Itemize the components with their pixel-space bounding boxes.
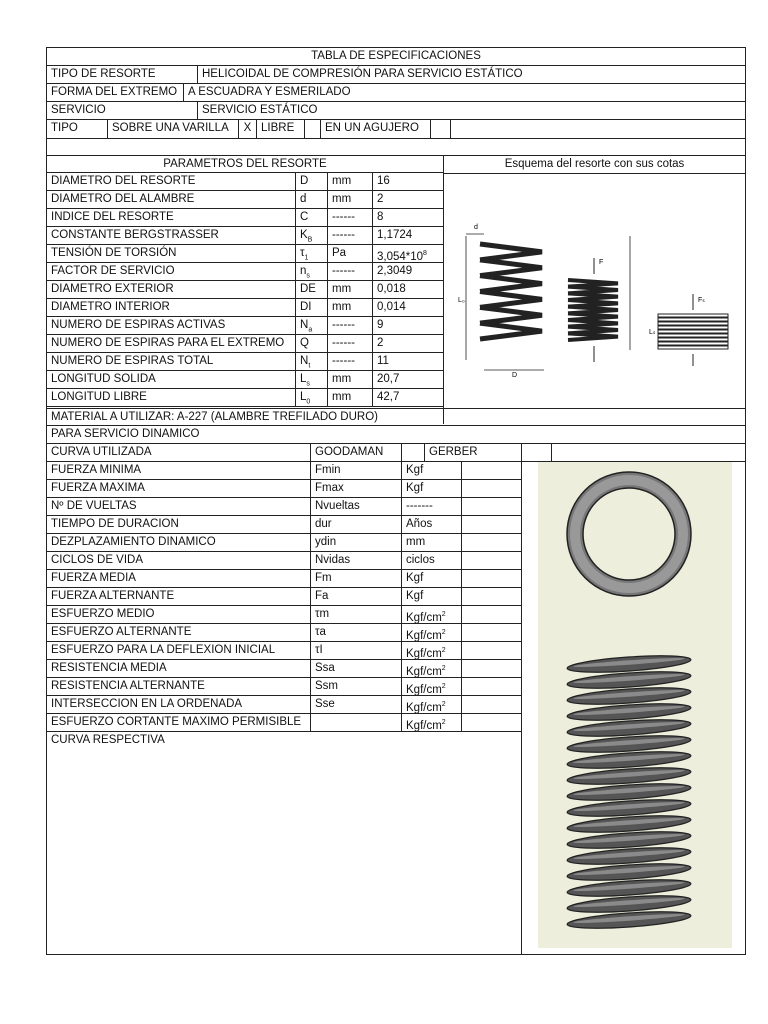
param-unit: mm xyxy=(328,299,373,316)
param-symbol: D xyxy=(296,173,328,190)
dyn-unit: Kgf xyxy=(402,462,462,479)
dyn-name: ESFUERZO ALTERNANTE xyxy=(47,624,311,641)
param-symbol-sub: B xyxy=(307,236,313,244)
tipo-row xyxy=(47,66,745,84)
dyn-row xyxy=(47,498,521,516)
param-unit: ------ xyxy=(328,209,373,226)
curva-respectiva-row xyxy=(47,732,521,750)
param-symbol-sub: 0 xyxy=(306,398,311,406)
param-name: DIAMETRO EXTERIOR xyxy=(47,281,296,298)
param-unit: ------ xyxy=(328,317,373,334)
param-symbol: DE xyxy=(296,281,328,298)
label-Ls: Lₛ xyxy=(649,329,656,336)
dyn-unit-sup: 2 xyxy=(441,611,446,618)
param-unit: mm xyxy=(328,389,373,406)
param-symbol: $L_s$ xyxy=(296,371,328,388)
dinamico-row xyxy=(47,426,745,444)
spring-image-panel xyxy=(522,462,745,954)
dyn-value xyxy=(462,480,521,497)
page-title: TABLA DE ESPECIFICACIONES xyxy=(311,50,481,62)
dyn-value xyxy=(462,624,521,641)
param-row xyxy=(47,191,443,209)
side-view-coils xyxy=(567,653,692,932)
param-unit: Pa xyxy=(328,245,373,262)
dyn-unit: Kgf xyxy=(402,480,462,497)
dynamic-table xyxy=(47,462,522,954)
dyn-name: ESFUERZO PARA LA DEFLEXION INICIAL xyxy=(47,642,311,659)
param-row xyxy=(47,173,443,191)
param-row xyxy=(47,299,443,317)
param-name: INDICE DEL RESORTE xyxy=(47,209,296,226)
curva-label: CURVA UTILIZADA xyxy=(47,444,311,461)
dyn-unit: Kgf/$cm^2$ xyxy=(402,660,462,677)
dyn-unit-sup: 2 xyxy=(441,701,446,708)
dyn-row xyxy=(47,678,521,696)
param-unit: mm xyxy=(328,173,373,190)
param-value: 1,1724 xyxy=(377,229,413,241)
dyn-symbol: Fm xyxy=(311,570,402,587)
casilla-gerber xyxy=(522,444,552,461)
dyn-value xyxy=(462,498,521,515)
param-name: FACTOR DE SERVICIO xyxy=(47,263,296,280)
param-value: 11 xyxy=(377,355,389,367)
dyn-unit: ------- xyxy=(402,498,462,515)
coil-stroke xyxy=(480,244,542,260)
tipo-label: TIPO DE RESORTE xyxy=(47,66,198,83)
spring-photo xyxy=(522,462,745,954)
dyn-symbol: Fmin xyxy=(311,462,402,479)
label-Fs: Fₛ xyxy=(698,297,705,304)
dyn-value xyxy=(462,552,521,569)
dyn-row xyxy=(47,516,521,534)
param-value: 16 xyxy=(377,175,390,187)
param-symbol: C xyxy=(296,209,328,226)
spring-dimension-diagram xyxy=(444,174,748,424)
param-row xyxy=(47,227,443,245)
dyn-row xyxy=(47,696,521,714)
param-symbol: d xyxy=(296,191,328,208)
dyn-value xyxy=(462,606,521,623)
material-row xyxy=(47,408,745,426)
forma-row xyxy=(47,84,745,102)
coil-stroke xyxy=(480,276,542,292)
dyn-symbol: ydin xyxy=(311,534,402,551)
param-unit: ------ xyxy=(328,227,373,244)
dyn-row xyxy=(47,552,521,570)
label-D: D xyxy=(512,372,518,379)
param-symbol: $N_t$ xyxy=(296,353,328,370)
param-value: 9 xyxy=(377,319,384,331)
param-unit: ------ xyxy=(328,335,373,352)
param-row xyxy=(47,353,443,371)
solid-coil xyxy=(658,346,728,349)
dyn-name: FUERZA MEDIA xyxy=(47,570,311,587)
param-symbol: $N_a$ xyxy=(296,317,328,334)
dyn-row xyxy=(47,480,521,498)
param-row xyxy=(47,389,443,407)
param-row xyxy=(47,335,443,353)
param-value: 2 xyxy=(377,193,384,205)
param-row xyxy=(47,317,443,335)
dyn-row xyxy=(47,642,521,660)
title-row xyxy=(47,48,745,66)
param-unit: mm xyxy=(328,281,373,298)
dyn-symbol: Fmax xyxy=(311,480,402,497)
dyn-symbol xyxy=(311,714,402,731)
param-name: CONSTANTE BERGSTRASSER xyxy=(47,227,296,244)
dyn-row xyxy=(47,714,521,732)
param-row xyxy=(47,371,443,389)
curva-respectiva-label: CURVA RESPECTIVA xyxy=(51,734,165,746)
param-symbol: $\tau_1$ xyxy=(296,245,328,262)
dyn-name: FUERZA ALTERNANTE xyxy=(47,588,311,605)
dyn-unit: ciclos xyxy=(402,552,462,569)
dyn-name: ESFUERZO MEDIO xyxy=(47,606,311,623)
param-value: 2,3049 xyxy=(377,265,413,277)
tipo-value: HELICOIDAL DE COMPRESIÓN PARA SERVICIO ESTÁTICO xyxy=(202,68,523,80)
dyn-value xyxy=(462,516,521,533)
dyn-unit: Kgf/$cm^2$ xyxy=(402,696,462,713)
dyn-name: Nº DE VUELTAS xyxy=(47,498,311,515)
dyn-name: TIEMPO DE DURACION xyxy=(47,516,311,533)
param-name: LONGITUD LIBRE xyxy=(47,389,296,406)
dyn-value xyxy=(462,660,521,677)
param-value: 42,7 xyxy=(377,391,400,403)
param-unit: mm xyxy=(328,191,373,208)
dyn-unit: Kgf xyxy=(402,588,462,605)
dyn-value xyxy=(462,678,521,695)
param-symbol: $n_s$ xyxy=(296,263,328,280)
dyn-name: DEZPLAZAMIENTO DINAMICO xyxy=(47,534,311,551)
param-symbol: DI xyxy=(296,299,328,316)
param-value-sup: 8 xyxy=(423,250,427,257)
tipo-montaje-label: TIPO xyxy=(47,120,108,138)
dyn-name: INTERSECCION EN LA ORDENADA xyxy=(47,696,311,713)
dyn-row xyxy=(47,570,521,588)
dyn-unit-sup: 2 xyxy=(441,647,446,654)
loaded-spring xyxy=(568,280,618,340)
solid-coil xyxy=(658,322,728,325)
solid-coil xyxy=(658,330,728,333)
param-name: DIAMETRO DEL RESORTE xyxy=(47,173,296,190)
dyn-symbol: Ssm xyxy=(311,678,402,695)
dyn-unit-sup: 2 xyxy=(441,665,446,672)
param-name: NUMERO DE ESPIRAS PARA EL EXTREMO xyxy=(47,335,296,352)
dyn-value xyxy=(462,534,521,551)
casilla-goodman xyxy=(402,444,425,461)
solid-coil xyxy=(658,326,728,329)
param-unit: ------ xyxy=(328,263,373,280)
dyn-unit-sup: 2 xyxy=(441,683,446,690)
opcion-sobre-varilla: SOBRE UNA VARILLA xyxy=(108,120,239,138)
forma-label: FORMA DEL EXTREMO xyxy=(47,84,184,101)
schema-panel xyxy=(443,156,745,424)
param-row xyxy=(47,281,443,299)
dyn-unit: Kgf/$cm^2$ xyxy=(402,642,462,659)
dyn-name: FUERZA MINIMA xyxy=(47,462,311,479)
dyn-row xyxy=(47,624,521,642)
dyn-unit-sup: 2 xyxy=(441,629,446,636)
solid-spring xyxy=(658,314,728,349)
dyn-symbol: τm xyxy=(311,606,402,623)
casilla-libre xyxy=(305,120,321,138)
dyn-name: FUERZA MAXIMA xyxy=(47,480,311,497)
solid-coil xyxy=(658,314,728,317)
dyn-row xyxy=(47,606,521,624)
curva-row xyxy=(47,444,745,462)
label-L0: L₀ xyxy=(458,297,465,304)
solid-coil xyxy=(658,338,728,341)
spring-diagram-group xyxy=(458,224,728,379)
dyn-symbol: Nvidas xyxy=(311,552,402,569)
dyn-unit: Kgf/$cm^2$ xyxy=(402,714,462,731)
dyn-row xyxy=(47,534,521,552)
params-header xyxy=(47,156,443,173)
param-value: 20,7 xyxy=(377,373,400,385)
dyn-row xyxy=(47,588,521,606)
dyn-value xyxy=(462,570,521,587)
tipo-montaje-row xyxy=(47,120,745,139)
dyn-name: RESISTENCIA ALTERNANTE xyxy=(47,678,311,695)
spec-sheet xyxy=(46,47,746,955)
servicio-value: SERVICIO ESTÁTICO xyxy=(202,104,318,116)
coil-stroke xyxy=(480,307,542,323)
marca-x: X xyxy=(239,120,257,138)
dyn-unit: Kgf/$cm^2$ xyxy=(402,606,462,623)
coil-stroke xyxy=(568,333,618,340)
param-unit: ------ xyxy=(328,353,373,370)
opcion-gerber: GERBER xyxy=(425,444,522,461)
dyn-row xyxy=(47,660,521,678)
param-symbol-sub: 1 xyxy=(304,254,309,262)
dyn-name: ESFUERZO CORTANTE MAXIMO PERMISIBLE xyxy=(47,714,311,731)
dyn-value xyxy=(462,696,521,713)
dyn-value xyxy=(462,714,521,731)
dyn-unit: Kgf/$cm^2$ xyxy=(402,624,462,641)
param-symbol-sub: t xyxy=(308,362,311,370)
param-unit: mm xyxy=(328,371,373,388)
dinamico-text: PARA SERVICIO DINAMICO xyxy=(51,428,200,440)
label-F: F xyxy=(599,259,604,266)
coil-stroke xyxy=(480,260,542,276)
dyn-unit: Kgf/$cm^2$ xyxy=(402,678,462,695)
solid-coil xyxy=(658,318,728,321)
param-row xyxy=(47,209,443,227)
dyn-name: CICLOS DE VIDA xyxy=(47,552,311,569)
param-row xyxy=(47,263,443,281)
param-row xyxy=(47,245,443,263)
dyn-symbol: Fa xyxy=(311,588,402,605)
param-name: DIAMETRO DEL ALAMBRE xyxy=(47,191,296,208)
param-name: TENSIÓN DE TORSIÓN xyxy=(47,245,296,262)
dyn-value xyxy=(462,588,521,605)
params-title: PARAMETROS DEL RESORTE xyxy=(163,158,327,170)
blank-row xyxy=(47,139,745,156)
dyn-unit-sup: 2 xyxy=(441,719,446,726)
param-symbol-sub: s xyxy=(306,380,310,388)
dyn-value xyxy=(462,642,521,659)
coil-stroke xyxy=(480,292,542,308)
param-value: 0,014 xyxy=(377,301,406,313)
dyn-symbol: Ssa xyxy=(311,660,402,677)
param-symbol: $K_B$ xyxy=(296,227,328,244)
opcion-libre: LIBRE xyxy=(257,120,305,138)
dyn-symbol: τI xyxy=(311,642,402,659)
param-symbol: $L_0$ xyxy=(296,389,328,406)
param-name: NUMERO DE ESPIRAS TOTAL xyxy=(47,353,296,370)
param-value: $3,054*10^8$ xyxy=(377,250,427,262)
solid-coil xyxy=(658,334,728,337)
param-symbol-sub: s xyxy=(306,272,310,280)
casilla-agujero xyxy=(431,120,451,138)
free-spring xyxy=(480,244,542,339)
opcion-goodman: GOODAMAN xyxy=(311,444,402,461)
dyn-symbol: τa xyxy=(311,624,402,641)
dyn-symbol: Sse xyxy=(311,696,402,713)
param-name: DIAMETRO INTERIOR xyxy=(47,299,296,316)
label-d: d xyxy=(474,224,478,231)
param-value: 2 xyxy=(377,337,384,349)
param-value: 0,018 xyxy=(377,283,406,295)
dyn-unit: Años xyxy=(402,516,462,533)
dyn-symbol: Nvueltas xyxy=(311,498,402,515)
param-symbol: Q xyxy=(296,335,328,352)
opcion-agujero: EN UN AGUJERO xyxy=(321,120,431,138)
dyn-unit: Kgf xyxy=(402,570,462,587)
schema-title: Esquema del resorte con sus cotas xyxy=(444,156,745,174)
solid-coil xyxy=(658,342,728,345)
param-symbol-sub: a xyxy=(308,326,313,334)
dyn-row xyxy=(47,462,521,480)
param-name: NUMERO DE ESPIRAS ACTIVAS xyxy=(47,317,296,334)
forma-value: A ESCUADRA Y ESMERILADO xyxy=(188,86,351,98)
servicio-label: SERVICIO xyxy=(47,102,198,119)
dyn-unit: mm xyxy=(402,534,462,551)
material-text: MATERIAL A UTILIZAR: A-227 (ALAMBRE TREFILADO DURO) xyxy=(51,411,378,423)
dyn-name: RESISTENCIA MEDIA xyxy=(47,660,311,677)
param-value: 8 xyxy=(377,211,384,223)
dyn-symbol: dur xyxy=(311,516,402,533)
coil-stroke xyxy=(480,323,542,339)
param-name: LONGITUD SOLIDA xyxy=(47,371,296,388)
servicio-row xyxy=(47,102,745,120)
dyn-value xyxy=(462,462,521,479)
